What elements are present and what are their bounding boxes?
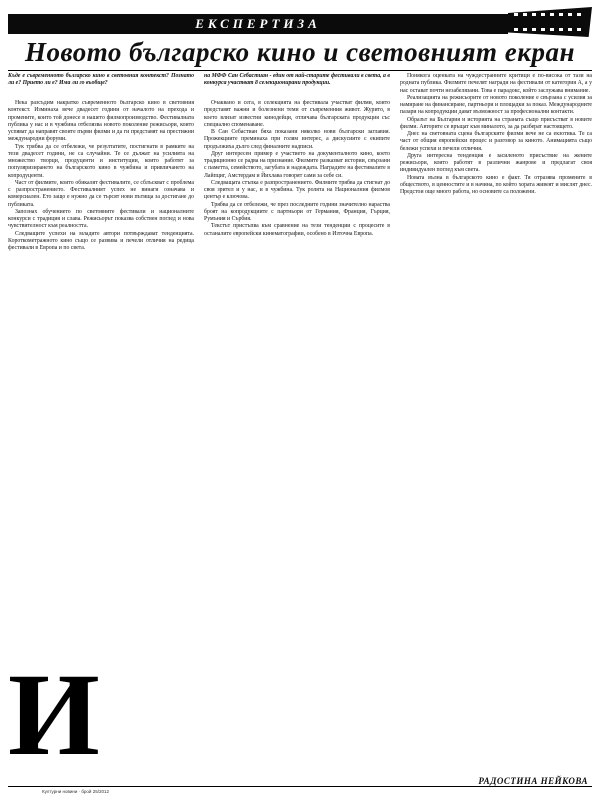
article-column-2 [204,100,390,772]
paragraph: Трябва да се отбележи, че през последните години значително нараства броят на копродукциите с партньори от Германия, Франция, Гърция, Румъния и Сърбия. [204,201,390,222]
bottom-divider [8,786,592,787]
article-headline: Новото българско кино и световният екран [25,37,575,67]
paragraph: Друга интересна тенденция е засиленото присъствие на жените режисьори, които работят в различни жанрове и предлагат своя индивидуален поглед към света. [400,152,592,174]
paragraph: Следващата стъпка е разпространението. Филмите трябва да стигнат до своя зрител и у нас, и в чужбина. Тук ролята на Националния филмов център е ключова. [204,179,390,201]
paragraph: Друг интересен пример е участието на документалното кино, което традиционно се радва на признание. Филмите разказват истории, свързани с паметта, семейството, загубата и надеждата. Наградите на фестивалите в Лайпциг, Амстердам и Йихлава говорят сами за себе си. [204,150,390,179]
rubric-label: ЕКСПЕРТИЗА [8,14,508,34]
paragraph: Днес на световната сцена българските филми вече не са екзотика. Те са част от общия европейски процес и разговор за киното. Анимацията също бележи успехи и печели отличия. [400,131,592,152]
header-bar [8,7,592,37]
article-column-1 [8,100,194,656]
film-strip-icon [508,7,592,37]
footer-note: Културни новини · брой 25/2012 [42,789,109,794]
paragraph: Очаквано и сега, в селекцията на фестивала участват филми, които представят важни и болезнени теми от съвременния живот. Журито, в което влизат известни кинодейци, отличава българската продукция със специално споменаване. [204,100,390,128]
paragraph: Следващите успехи на младите автори потвърждават тенденцията. Короткометражното кино също се развива и печели отличия на редица фестивали в Европа и по света. [8,230,194,251]
paragraph: Тук трябва да се отбележи, че резултатите, постигнати в рамките на тези двадесет години, не са случайни. Те се дължат на усилията на множество творци, продуценти и институции, които работят за популяризирането на българското кино в чужбина и привличането на копродуценти. [8,143,194,179]
top-divider [8,70,592,71]
paragraph: Понякога оценката на чуждестранните критици е по-висока от тази на родната публика. Филмите печелят награди на фестивали от категория А, а у нас остават почти незабелязани. Това е парадокс, който заслужава внимание. [400,73,592,94]
paragraph: В Сан Себастиан бяха показани няколко нови български заглавия. Прожекциите преминаха при голям интерес, а дискусиите с екипите продължиха дълго след финалните надписи. [204,129,390,150]
paragraph: Текстът пристъпва към сравнение на тези тенденции с процесите в останалите европейски кинематографии, особено в Източна Европа. [204,223,390,237]
article-column-3 [400,73,592,771]
paragraph: Реализацията на режисьорите от новото поколение е свързана с усилия за намиране на финансиране, партньори и площадки за показ. Международните пазари на копродукции дават възможност за професионални контакти. [400,94,592,116]
dropcap-letter: И [8,649,100,780]
paragraph: Запознах обучението по световните фестивали и националните конкурси с традиция и слава. Режисьорът показва собствен поглед и нова чувствителност към реалността. [8,208,194,230]
lead-text-col1: Къде е съвременното българско кино в световния контекст? Познато ли е? Прието ли е? Има ли го въобще? [8,73,194,87]
author-byline: РАДОСТИНА НЕЙКОВА [478,776,588,786]
paragraph: Новата вълна в българското кино е факт. Тя отразява промените в обществото, в ценностите и в начина, по който хората живеят и мислят днес. Предстои още много работа, но основите са положени. [400,174,592,195]
lead-text-col2: на МФФ Сан Себастиан - един от най-старите фестивали в света, а в конкурса участват 8 селекционирани продукции. [204,73,390,87]
paragraph: Образът на България и историята на страната също присъстват в новите филми. Авторите се връщат към миналото, за да разберат настоящето. [400,116,592,130]
paragraph: Нека разсъдим накратко съвременното българско кино в световния контекст. Изминаха вече двадесет години от началото на прехода и промените, които той донесе в нашето филмопроизводство. Фестивалната публика у нас и в чужбина отбелязва новото поколение режисьори, които успяват да направят своите първи филми и да ги представят на престижни международни форуми. [8,100,194,143]
paragraph: Част от филмите, които обикалят фестивалите, се сблъскват с проблема с разпространението. Фестивалният успех не винаги означава и комерсиален. Ето защо е нужно да се търсят нови пътища за достигане до публиката. [8,179,194,208]
